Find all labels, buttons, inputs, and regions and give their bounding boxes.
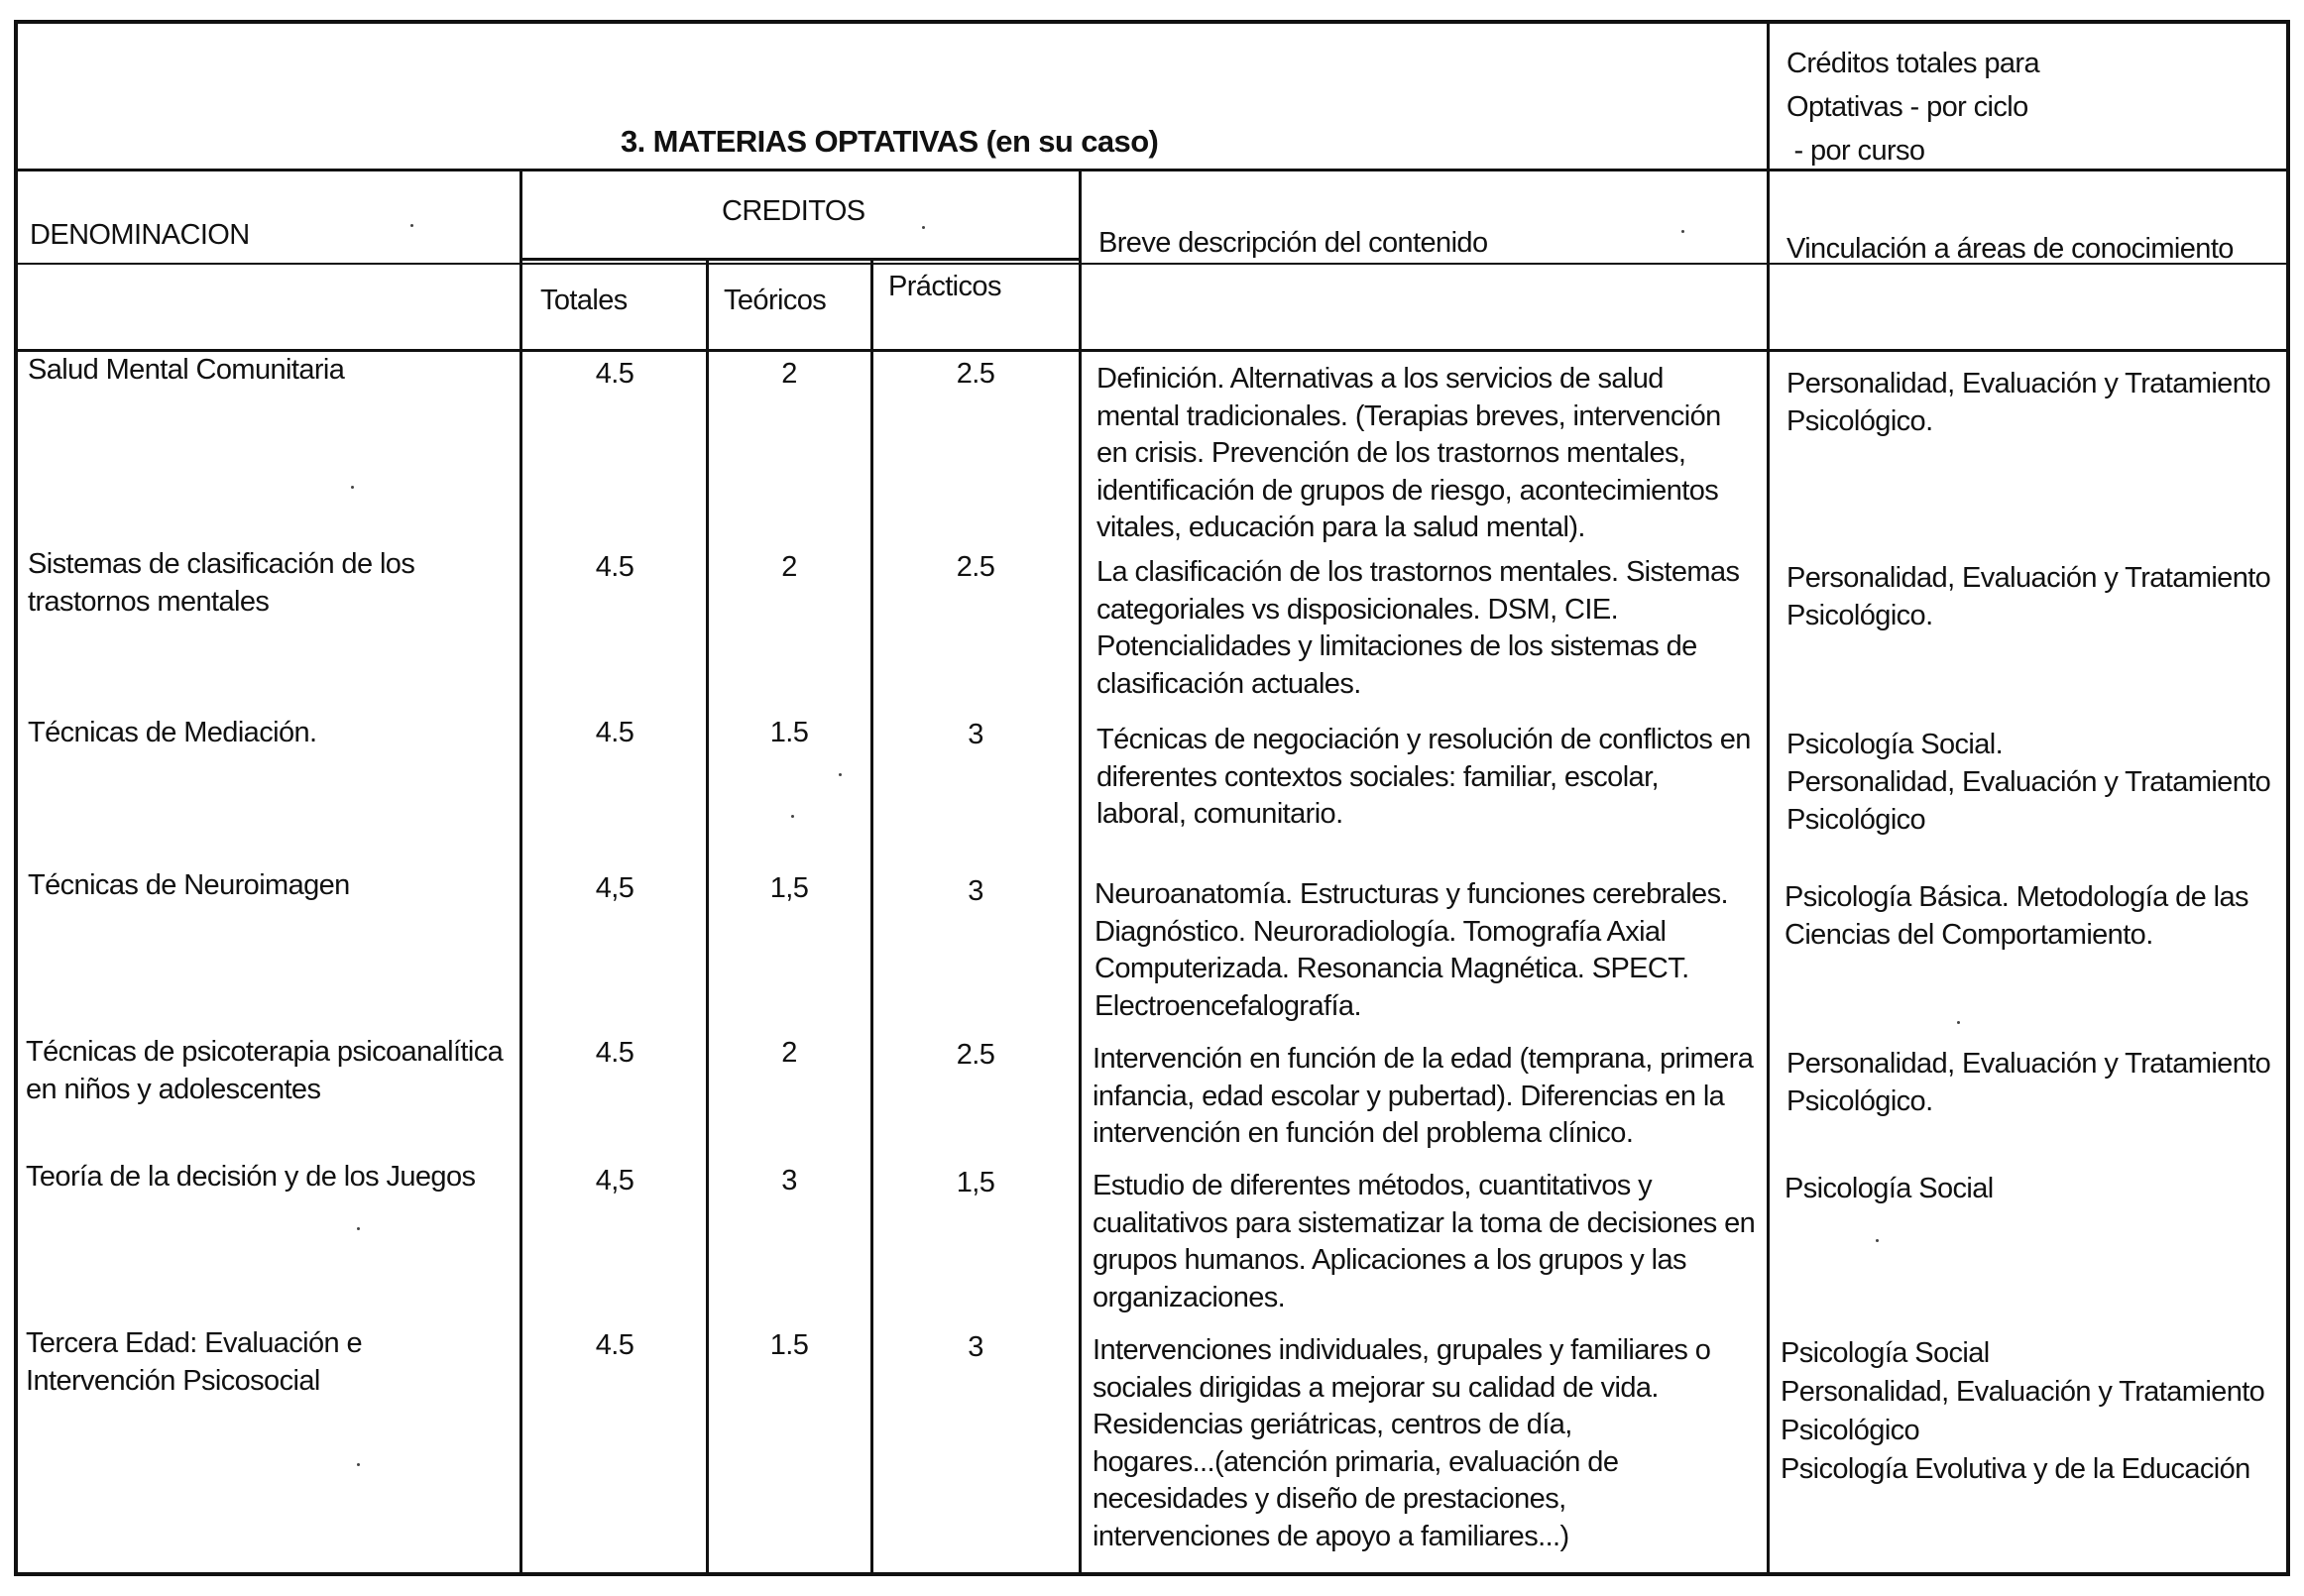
table-row: [28, 866, 514, 904]
desc-line: La clasificación de los trastornos mentales. Sistemas: [1096, 556, 1740, 588]
area-line: Personalidad, Evaluación y Tratamiento: [1786, 368, 2271, 399]
table-row: [28, 351, 514, 389]
desc-line: cualitativos para sistematizar la toma de decisiones en: [1093, 1206, 1756, 1239]
row-name: Teoría de la decisión y de los Juegos: [26, 1161, 476, 1193]
desc-line: intervenciones de apoyo a familiares...): [1093, 1520, 1569, 1552]
row-areas: [1786, 726, 2282, 839]
scan-speck: [791, 815, 794, 818]
row-practicos: 2.5: [956, 551, 995, 583]
row-teoricos: 2: [781, 1037, 797, 1069]
table-row: [28, 545, 514, 621]
row-practicos: 2.5: [956, 1039, 995, 1071]
row-description: [1093, 1332, 1765, 1555]
scan-speck: [839, 773, 842, 776]
area-line: Psicológico: [1781, 1415, 1920, 1446]
desc-line: Residencias geriátricas, centros de día,: [1093, 1409, 1572, 1440]
scan-speck: [1681, 230, 1684, 233]
creditos-totales-line-1: Créditos totales para: [1786, 48, 2039, 79]
col-divider-5: [1767, 20, 1770, 1576]
creditos-totales-note: [1786, 42, 2262, 172]
col-header-creditos: CREDITOS: [722, 195, 865, 227]
desc-line: Técnicas de negociación y resolución de conflictos en: [1096, 724, 1751, 755]
area-line: Psicológico: [1786, 804, 1926, 836]
area-line: Personalidad, Evaluación y Tratamiento: [1786, 1048, 2271, 1080]
creditos-totales-line-2: Optativas - por ciclo: [1786, 91, 2028, 123]
row-areas: [1786, 559, 2282, 634]
desc-line: infancia, edad escolar y pubertad). Diferencias en la: [1093, 1080, 1725, 1112]
scan-speck: [922, 226, 925, 229]
table-row: [28, 714, 514, 751]
row-teoricos: 3: [781, 1165, 797, 1197]
area-line: Personalidad, Evaluación y Tratamiento: [1781, 1376, 2265, 1408]
row-name: trastornos mentales: [28, 586, 270, 618]
area-line: Personalidad, Evaluación y Tratamiento: [1786, 562, 2271, 594]
row-totales: 4,5: [595, 872, 634, 904]
area-line: Psicología Social.: [1786, 729, 2004, 760]
row-totales: 4.5: [595, 1329, 634, 1361]
row-name: Tercera Edad: Evaluación e: [26, 1327, 363, 1359]
desc-line: hogares...(atención primaria, evaluación de: [1093, 1445, 1619, 1478]
row-description: [1096, 722, 1765, 834]
row-name: Salud Mental Comunitaria: [28, 354, 345, 386]
row-teoricos: 2: [781, 551, 797, 583]
row-description: [1096, 361, 1765, 547]
section-title: 3. MATERIAS OPTATIVAS (en su caso): [621, 124, 1159, 159]
desc-line: Neuroanatomía. Estructuras y funciones cerebrales.: [1094, 878, 1728, 910]
row-practicos: 2.5: [956, 358, 995, 390]
area-line: Psicología Evolutiva y de la Educación: [1781, 1453, 2250, 1485]
row-practicos: 3: [968, 875, 983, 907]
desc-line: sociales dirigidas a mejorar su calidad de vida.: [1093, 1371, 1659, 1404]
row-areas: [1786, 365, 2282, 440]
table-row: [26, 1158, 516, 1196]
row-name: Técnicas de psicoterapia psicoanalítica: [26, 1036, 504, 1068]
scan-speck: [410, 224, 413, 227]
row-name: Técnicas de Mediación.: [28, 717, 317, 748]
desc-line: identificación de grupos de riesgo, acontecimientos: [1096, 474, 1719, 507]
row-description: [1093, 1168, 1765, 1316]
desc-line: Diagnóstico. Neuroradiología. Tomografía Axial: [1094, 915, 1667, 948]
col-divider-4: [1079, 171, 1082, 1576]
table-row: [26, 1324, 516, 1400]
area-line: Psicología Social: [1785, 1173, 1994, 1204]
row-description: [1096, 554, 1765, 703]
desc-line: necesidades y diseño de prestaciones,: [1093, 1483, 1566, 1515]
area-line: Personalidad, Evaluación y Tratamiento: [1786, 766, 2271, 798]
creditos-totales-line-3: - por curso: [1786, 135, 1925, 167]
row-practicos: 1,5: [956, 1167, 995, 1198]
row-name: Sistemas de clasificación de los: [28, 548, 415, 580]
scan-speck: [351, 486, 354, 489]
creditos-divider: [519, 258, 1081, 261]
row-areas: [1785, 878, 2280, 954]
desc-line: Estudio de diferentes métodos, cuantitativos y: [1093, 1170, 1653, 1201]
desc-line: Definición. Alternativas a los servicios de salud: [1096, 363, 1664, 395]
desc-line: Intervenciones individuales, grupales y familiares o: [1093, 1334, 1711, 1366]
row-practicos: 3: [968, 1331, 983, 1363]
row-name: Intervención Psicosocial: [26, 1365, 320, 1397]
col-divider-3: [870, 260, 873, 1576]
row-teoricos: 2: [781, 358, 797, 390]
col-header-denominacion: DENOMINACION: [30, 219, 250, 251]
col-header-descripcion: Breve descripción del contenido: [1098, 227, 1488, 259]
desc-line: diferentes contextos sociales: familiar, escolar,: [1096, 760, 1659, 793]
row-description: [1093, 1041, 1765, 1153]
desc-line: clasificación actuales.: [1096, 667, 1361, 700]
row-totales: 4,5: [595, 1165, 634, 1197]
row-totales: 4.5: [595, 717, 634, 748]
col-header-teoricos: Teóricos: [724, 285, 827, 316]
desc-line: Electroencefalografía.: [1094, 989, 1361, 1022]
row-areas: [1786, 1045, 2282, 1120]
row-teoricos: 1,5: [769, 872, 809, 904]
area-line: Ciencias del Comportamiento.: [1785, 919, 2153, 951]
row-teoricos: 1.5: [769, 717, 809, 748]
desc-line: categoriales vs disposicionales. DSM, CIE.: [1096, 593, 1619, 626]
area-line: Psicológico.: [1786, 600, 1933, 631]
desc-line: laboral, comunitario.: [1096, 798, 1343, 830]
area-line: Psicológico.: [1786, 405, 1933, 437]
col-header-practicos: Prácticos: [888, 271, 1001, 302]
desc-line: en crisis. Prevención de los trastornos mentales,: [1096, 437, 1686, 469]
table-row: [26, 1033, 516, 1108]
row-areas: [1781, 1334, 2282, 1489]
row-areas: [1785, 1170, 2280, 1207]
row-totales: 4.5: [595, 1037, 634, 1069]
area-line: Psicológico.: [1786, 1085, 1933, 1117]
scan-speck: [357, 1463, 360, 1466]
area-line: Psicología Básica. Metodología de las: [1785, 881, 2248, 913]
row-name: Técnicas de Neuroimagen: [28, 869, 350, 901]
col-header-vinculacion: Vinculación a áreas de conocimiento: [1786, 233, 2234, 265]
desc-line: vitales, educación para la salud mental).: [1096, 512, 1585, 543]
area-line: Psicología Social: [1781, 1337, 1990, 1369]
col-divider-1: [519, 171, 522, 1576]
row-teoricos: 1.5: [769, 1329, 809, 1361]
row-name: en niños y adolescentes: [26, 1074, 321, 1105]
desc-line: Potencialidades y limitaciones de los sistemas de: [1096, 630, 1697, 662]
desc-line: intervención en función del problema clínico.: [1093, 1117, 1634, 1149]
row-practicos: 3: [968, 719, 983, 750]
row-totales: 4.5: [595, 551, 634, 583]
scan-speck: [357, 1227, 360, 1230]
row-description: [1094, 876, 1765, 1025]
desc-line: mental tradicionales. (Terapias breves, intervención: [1096, 399, 1721, 432]
col-header-totales: Totales: [540, 285, 628, 316]
scan-speck: [1957, 1021, 1960, 1024]
desc-line: Computerizada. Resonancia Magnética. SPECT.: [1094, 953, 1689, 984]
desc-line: organizaciones.: [1093, 1281, 1286, 1313]
col-divider-2: [706, 260, 709, 1576]
scan-speck: [1876, 1239, 1879, 1242]
desc-line: grupos humanos. Aplicaciones a los grupos y las: [1093, 1244, 1686, 1276]
desc-line: Intervención en función de la edad (temprana, primera: [1093, 1043, 1754, 1075]
row-totales: 4.5: [595, 358, 634, 390]
